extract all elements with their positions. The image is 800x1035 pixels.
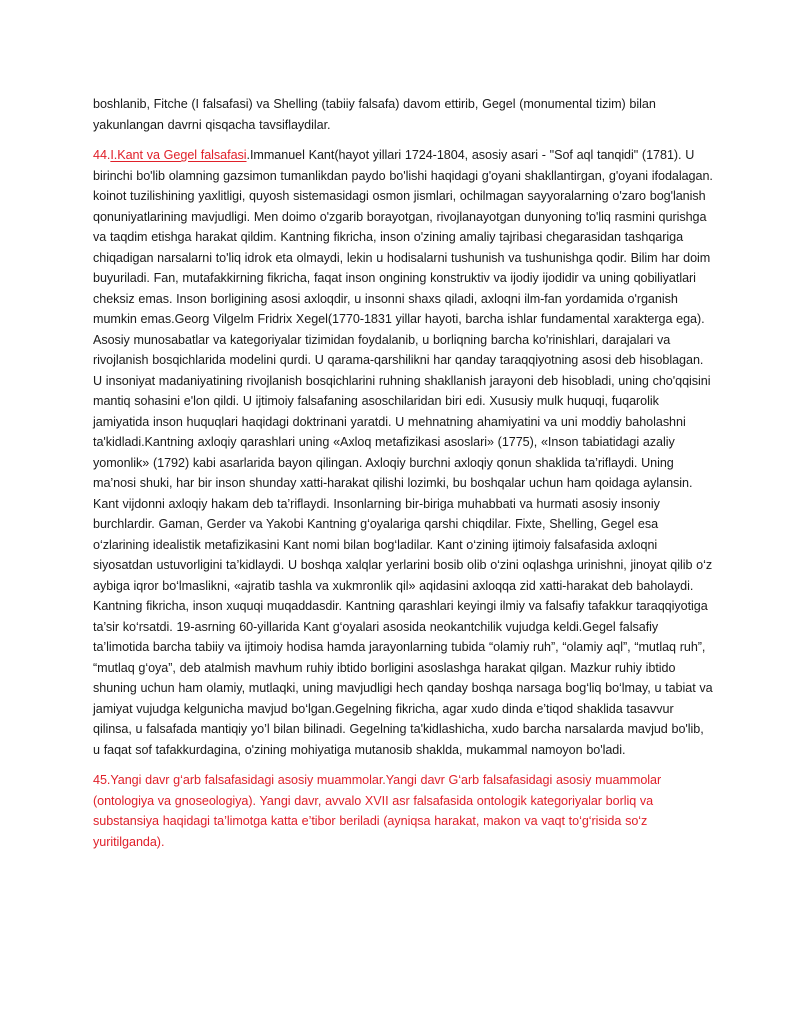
section-45-paragraph: 45.Yangi davr g‘arb falsafasidagi asosiy muammolar.Yangi davr G‘arb falsafasidagi asosiy muammolar (ontologiya va gnoseologiya). Yangi davr, avvalo XVII asr falsafasida ontologik kategoriyalar borliq va substansiya haqidagi ta’limotga katta e’tibor beriladi (ayniqsa harakat, makon va vaqt to‘g‘risida so‘z yuritilganda).: [93, 773, 662, 849]
intro-paragraph: boshlanib, Fitche (I falsafasi) va Shelling (tabiiy falsafa) davom ettirib, Gegel (monumental tizim) bilan yakunlangan davrni qisqacha tavsiflaydilar.: [93, 97, 656, 132]
section-44-number: 44.: [93, 148, 111, 162]
section-44-body: .Immanuel Kant(hayot yillari 1724-1804, asosiy asari - "Sof aql tanqidi" (1781). U birinchi bo'lib olamning gazsimon tumanlikdan paydo bo'lishi haqidagi g'oyani shakllantirgan, g'oyani ifodalagan. koinot tuzilishining yaxlitligi, quyosh sistemasidagi osmon jismlari, ochilmagan sayyoralarning o'zaro bog'lanish qonuniyatlarining mavjudligi. Men doimo o'zgarib borayotgan, rivojlanayotgan dunyoning to'liq rasmini qurishga va taqdim etishga harakat qildim. Kantning fikricha, inson o'zining amaliy tajribasi chegarasidan tashqariga chiqadigan narsalarni to'liq idrok eta olmaydi, lekin u hodisalarni tushunish va tushunishga qodir. Bilim har doim buyuriladi. Fan, mutafakkirning fikricha, faqat inson ongining konstruktiv va ijodiy ijodidir va uning qobiliyatlari cheksiz emas. Inson borligining asosi axloqdir, u insonni shaxs qiladi, axloqni ilm-fan yordamida o'rganish mumkin emas.Georg Vilgelm Fridrix Xegel(1770-1831 yillar hayoti, barcha ishlar fundamental xarakterga ega). Asosiy munosabatlar va kategoriyalar tizimidan foydalanib, u borliqning barcha ko'rinishlari, darajalari va rivojlanish bosqichlarida modelini qurdi. U qarama-qarshilikni har qanday taraqqiyotning asosi deb hisoblagan. U insoniyat madaniyatining rivojlanish bosqichlarini ruhning shakllanish jarayoni deb hisobladi, uning cho'qqisini mantiq sohasini e'lon qildi. U ijtimoiy falsafaning asoschilaridan biri edi. Xususiy mulk huquqi, fuqarolik jamiyatida inson huquqlari haqidagi doktrinani yaratdi. U mehnatning ahamiyatini va uni moddiy baholashni ta'kidladi.Kantning axloqiy qarashlari uning «Axloq metafizikasi asoslari» (1775), «Inson tabiatidagi azaliy yomonlik» (1792) kabi asarlarida bayon qilingan. Axloqiy burchni axloqiy qonun shaklida ta’riflaydi. Uning ma’nosi shuki, har bir inson shunday xatti-harakat qilishi lozimki, bu boshqalar uchun ham qoidaga aylansin. Kant vijdonni axloqiy hakam deb ta’riflaydi. Insonlarning bir-biriga muhabbati va hurmati asosiy insoniy burchlardir. Gaman, Gerder va Yakobi Kantning g‘oyalariga qarshi chiqdilar. Fixte, Shelling, Gegel esa o‘zlarining idealistik metafizikasini Kant nomi bilan bog‘ladilar. Kant o‘zining ijtimoiy falsafasida axloqni siyosatdan ustuvorligini ta’kidlaydi. U boshqa xalqlar yerlarini bosib olib o‘zini oqlashga urinishni, jinoyat qilib o‘z aybiga iqror bo‘lmaslikni, «ajratib tashla va xukmronlik qil» aqidasini axloqqa zid xatti-harakat deb baholaydi. Kantning fikricha, inson xuquqi muqaddasdir. Kantning qarashlari keyingi ilmiy va falsafiy tafakkur taraqqiyotiga ta’sir ko‘rsatdi. 19-asrning 60-yillarida Kant g‘oyalari asosida neokantchilik vujudga keldi.Gegel falsafiy ta’limotida barcha tabiiy va ijtimoiy hodisa hamda jarayonlarning tubida “olamiy ruh”, “olamiy aql”, “mutlaq ruh”, “mutlaq g‘oya”, deb atalmish mavhum ruhiy ibtido borligini asoslashga harakat qilgan. Mazkur ruhiy ibtido shuning uchun ham olamiy, mutlaqki, uning mavjudligi hech qanday boshqa narsaga bog‘liq bo‘lmay, u tabiat va jamiyat vujudga kelgunicha mavjud bo‘lgan.Gegelning fikricha, agar xudo dinda e’tiqod shaklida tasavvur qilinsa, u falsafada mantiqiy yo’l bilan bilinadi. Gegelning ta'kidlashicha, xudo barcha narsalarda mavjud bo'lib, u faqat sof tafakkurdagina, o'zining mohiyatiga mutanosib shaklda, mukammal namoyon bo'ladi.: [93, 148, 713, 757]
document-body: [93, 94, 713, 862]
section-44-paragraph: [93, 145, 713, 760]
section-44-title: I.Kant va Gegel falsafasi: [110, 148, 247, 162]
